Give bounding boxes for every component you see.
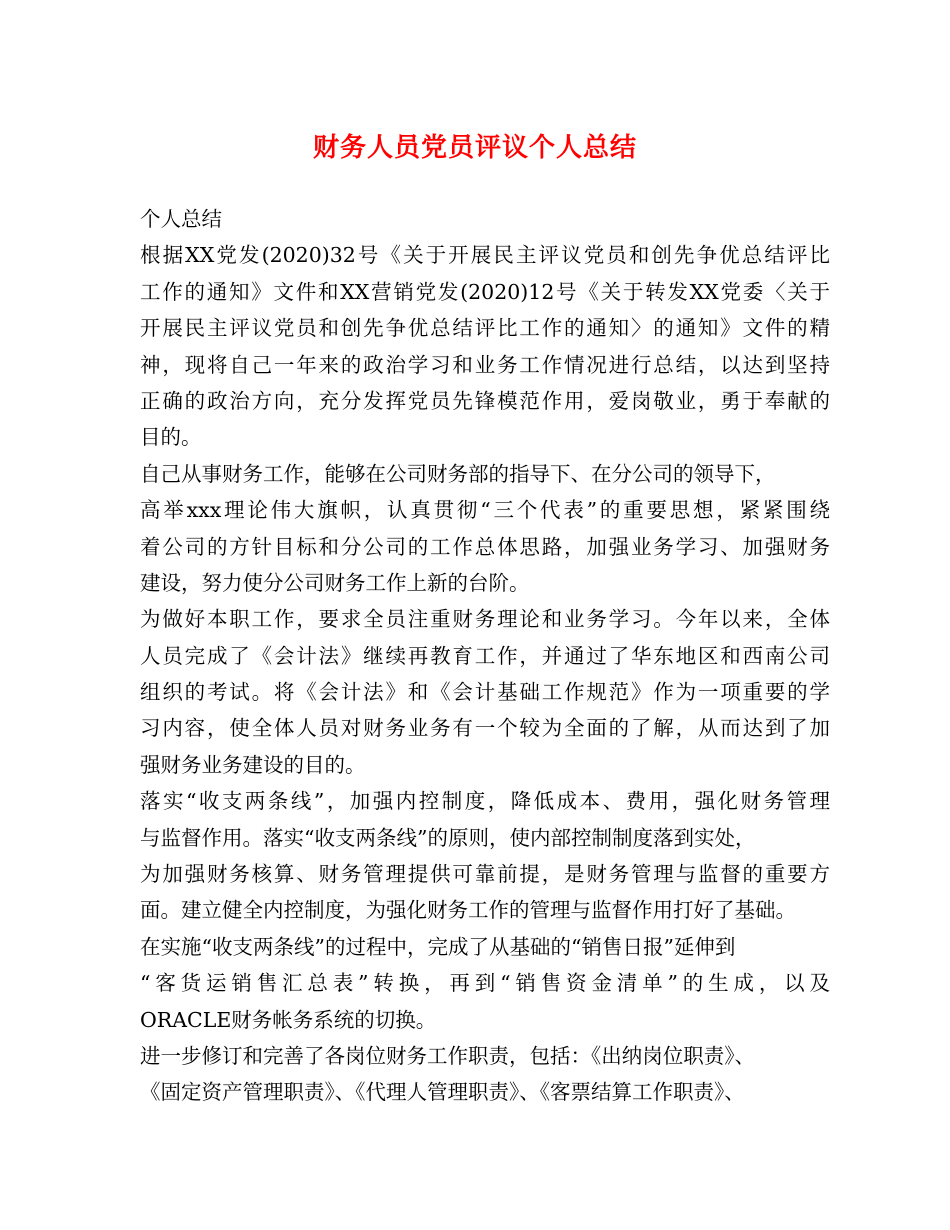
- body-line: 强财务业务建设的目的。: [140, 752, 366, 777]
- body-line: 习内容，使全体人员对财务业务有一个较为全面的了解，从而达到了加: [140, 716, 830, 741]
- body-line: 神，现将自己一年来的政治学习和业务工作情况进行总结，以达到坚持: [140, 352, 830, 377]
- body-line: ORACLE财务帐务系统的切换。: [140, 1007, 437, 1032]
- body-line: 与监督作用。落实“收支两条线”的原则，使内部控制制度落到实处，: [140, 825, 756, 850]
- body-line: 高举xxx理论伟大旗帜，认真贯彻“三个代表”的重要思想，紧紧围绕: [140, 498, 830, 523]
- body-line: 在实施“收支两条线”的过程中，完成了从基础的“销售日报”延伸到: [140, 934, 736, 959]
- body-line: “客货运销售汇总表”转换，再到“销售资金清单”的生成，以及: [140, 971, 830, 996]
- body-line: 面。建立健全内控制度，为强化财务工作的管理与监督作用打好了基础。: [140, 898, 796, 923]
- body-line: 自己从事财务工作，能够在公司财务部的指导下、在分公司的领导下，: [140, 461, 776, 486]
- body-line: 落实“收支两条线”，加强内控制度，降低成本、费用，强化财务管理: [140, 789, 830, 814]
- document-body: [140, 201, 830, 1111]
- body-line: 为做好本职工作，要求全员注重财务理论和业务学习。今年以来，全体: [140, 607, 830, 632]
- body-line: 《固定资产管理职责》、《代理人管理职责》、《客票结算工作职责》、: [140, 1080, 745, 1105]
- body-line: 着公司的方针目标和分公司的工作总体思路，加强业务学习、加强财务: [140, 534, 830, 559]
- body-line: 建设，努力使分公司财务工作上新的台阶。: [140, 570, 530, 595]
- body-line: 组织的考试。将《会计法》和《会计基础工作规范》作为一项重要的学: [140, 680, 830, 705]
- body-line: 工作的通知》文件和XX营销党发(2020)12号《关于转发XX党委〈关于: [140, 279, 830, 304]
- body-line: 根据XX党发(2020)32号《关于开展民主评议党员和创先争优总结评比: [140, 243, 830, 268]
- body-line: 开展民主评议党员和创先争优总结评比工作的通知〉的通知》文件的精: [140, 316, 830, 341]
- body-line: 人员完成了《会计法》继续再教育工作，并通过了华东地区和西南公司: [140, 643, 830, 668]
- body-line: 个人总结: [140, 207, 222, 231]
- body-line: 为加强财务核算、财务管理提供可靠前提，是财务管理与监督的重要方: [140, 862, 830, 887]
- body-line: 目的。: [140, 425, 202, 450]
- document-title: 财务人员党员评议个人总结: [312, 133, 637, 163]
- body-line: 正确的政治方向，充分发挥党员先锋模范作用，爱岗敬业，勇于奉献的: [140, 388, 830, 413]
- body-line: 进一步修订和完善了各岗位财务工作职责，包括：《出纳岗位职责》、: [140, 1043, 755, 1068]
